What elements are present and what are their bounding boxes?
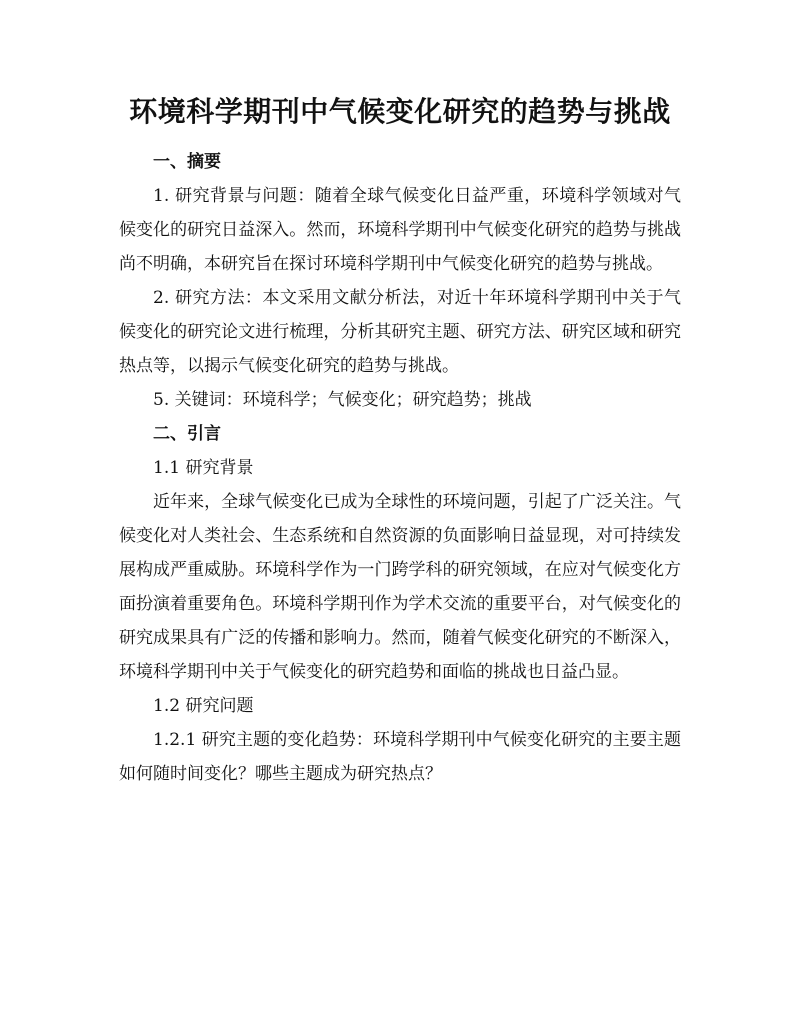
subsection-research-background: 1.1 研究背景 — [153, 458, 254, 478]
subsection-research-questions: 1.2 研究问题 — [153, 696, 254, 716]
introduction-heading: 二、引言 — [153, 424, 221, 444]
abstract-keywords: 5. 关键词：环境科学；气候变化；研究趋势；挑战 — [153, 390, 532, 410]
document-title: 环境科学期刊中气候变化研究的趋势与挑战 — [129, 95, 671, 128]
abstract-heading: 一、摘要 — [153, 152, 221, 172]
introduction-paragraph: 近年来，全球气候变化已成为全球性的环境问题，引起了广泛关注。气候变化对人类社会、生态系统和自然资源的负面影响日益显现，对可持续发展构成严重威胁。环境科学作为一门跨学科的研究领域，在应对气候变化方面扮演着重要角色。环境科学期刊作为学术交流的重要平台，对气候变化的研究成果具有广泛的传播和影响力。然而，随着气候变化研究的不断深入，环境科学期刊中关于气候变化的研究趋势和面临的挑战也日益凸显。 — [119, 492, 681, 682]
research-question-1: 1.2.1 研究主题的变化趋势：环境科学期刊中气候变化研究的主要主题如何随时间变化？哪些主题成为研究热点？ — [119, 730, 681, 784]
document-body — [119, 145, 681, 791]
abstract-paragraph-background: 1. 研究背景与问题：随着全球气候变化日益严重，环境科学领域对气候变化的研究日益深入。然而，环境科学期刊中气候变化研究的趋势与挑战尚不明确，本研究旨在探讨环境科学期刊中气候变化研究的趋势与挑战。 — [119, 186, 681, 274]
abstract-paragraph-method: 2. 研究方法：本文采用文献分析法，对近十年环境科学期刊中关于气候变化的研究论文进行梳理，分析其研究主题、研究方法、研究区域和研究热点等，以揭示气候变化研究的趋势与挑战。 — [119, 288, 681, 376]
